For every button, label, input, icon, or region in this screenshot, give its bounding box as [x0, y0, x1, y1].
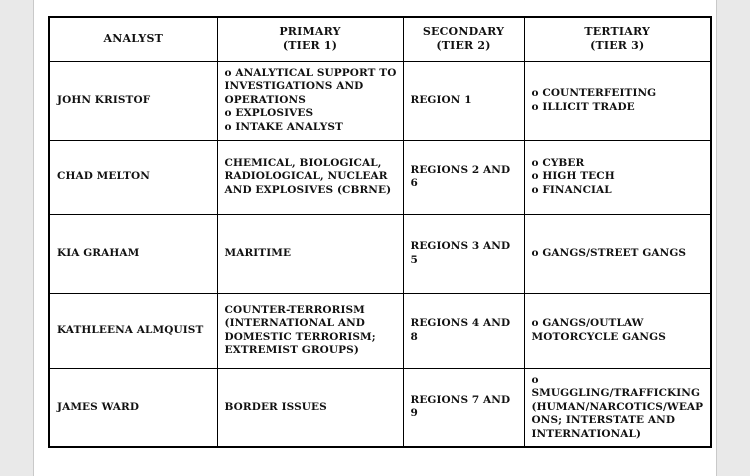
- analyst-name: KATHLEENA ALMQUIST: [57, 323, 204, 336]
- primary-cell: [217, 214, 403, 293]
- analyst-name: JAMES WARD: [57, 400, 140, 413]
- column-header-primary: [217, 17, 403, 61]
- region-text: REGIONS 7 AND 9: [410, 393, 511, 420]
- tertiary-cell: [524, 368, 711, 447]
- analyst-cell: [49, 368, 217, 447]
- specialty-text: MARITIME: [224, 246, 292, 259]
- secondary-cell: [403, 140, 524, 214]
- analyst-name: JOHN KRISTOF: [57, 93, 151, 106]
- bullet-item: o COUNTERFEITING: [531, 87, 657, 99]
- column-header-title: SECONDARY: [422, 25, 505, 39]
- column-header-analyst: [49, 17, 217, 61]
- specialty-text: COUNTER-TERRORISM (INTERNATIONAL AND DOMESTIC TERRORISM; EXTREMIST GROUPS): [224, 303, 376, 356]
- primary-cell: [217, 368, 403, 447]
- table-row: [49, 140, 711, 214]
- tertiary-cell: [524, 61, 711, 140]
- column-header-subtitle: (TIER 1): [282, 39, 338, 53]
- primary-cell: [217, 140, 403, 214]
- analyst-cell: [49, 293, 217, 368]
- column-header-title: PRIMARY: [279, 25, 341, 39]
- document-page: [33, 0, 717, 476]
- analyst-cell: [49, 214, 217, 293]
- secondary-cell: [403, 293, 524, 368]
- bullet-item: o CYBER: [531, 156, 585, 169]
- secondary-cell: [403, 214, 524, 293]
- bullet-item: o GANGS/OUTLAW MOTORCYCLE GANGS: [531, 317, 666, 343]
- column-header-subtitle: (TIER 2): [436, 39, 491, 53]
- tertiary-cell: [524, 140, 711, 214]
- tertiary-cell: [524, 214, 711, 293]
- bullet-item: o ANALYTICAL SUPPORT TO INVESTIGATIONS AND OPERATIONS: [224, 66, 397, 106]
- primary-cell: [217, 293, 403, 368]
- header-row: [49, 17, 711, 61]
- analyst-cell: [49, 61, 217, 140]
- table-row: [49, 61, 711, 140]
- bullet-item: o FINANCIAL: [531, 183, 612, 196]
- table-row: [49, 293, 711, 368]
- region-text: REGIONS 2 AND 6: [410, 163, 511, 189]
- analyst-tier-table: [48, 16, 712, 448]
- analyst-name: KIA GRAHAM: [57, 246, 140, 259]
- bullet-item: o INTAKE ANALYST: [224, 120, 343, 133]
- bullet-item: o EXPLOSIVES: [224, 107, 314, 120]
- column-header-subtitle: (TIER 3): [590, 39, 645, 53]
- tertiary-cell: [524, 293, 711, 368]
- secondary-cell: [403, 368, 524, 447]
- secondary-cell: [403, 61, 524, 140]
- region-text: REGIONS 4 AND 8: [410, 317, 511, 343]
- table-row: [49, 214, 711, 293]
- column-header-tertiary: [524, 17, 711, 61]
- region-text: REGION 1: [410, 93, 472, 106]
- bullet-item: o HIGH TECH: [531, 170, 615, 183]
- specialty-text: BORDER ISSUES: [224, 400, 327, 413]
- analyst-cell: [49, 140, 217, 214]
- bullet-item: o GANGS/STREET GANGS: [531, 246, 687, 259]
- bullet-item: o ILLICIT TRADE: [531, 100, 635, 113]
- column-header-secondary: [403, 17, 524, 61]
- column-header-title: ANALYST: [103, 32, 164, 46]
- table-row: [49, 368, 711, 447]
- primary-cell: [217, 61, 403, 140]
- specialty-text: CHEMICAL, BIOLOGICAL, RADIOLOGICAL, NUCLEAR AND EXPLOSIVES (CBRNE): [224, 156, 392, 196]
- column-header-title: TERTIARY: [584, 25, 651, 39]
- bullet-item: o SMUGGLING/TRAFFICKING (HUMAN/NARCOTICS/WEAPONS; INTERSTATE AND INTERNATIONAL): [531, 373, 704, 440]
- analyst-name: CHAD MELTON: [57, 170, 150, 183]
- region-text: REGIONS 3 AND 5: [410, 240, 511, 266]
